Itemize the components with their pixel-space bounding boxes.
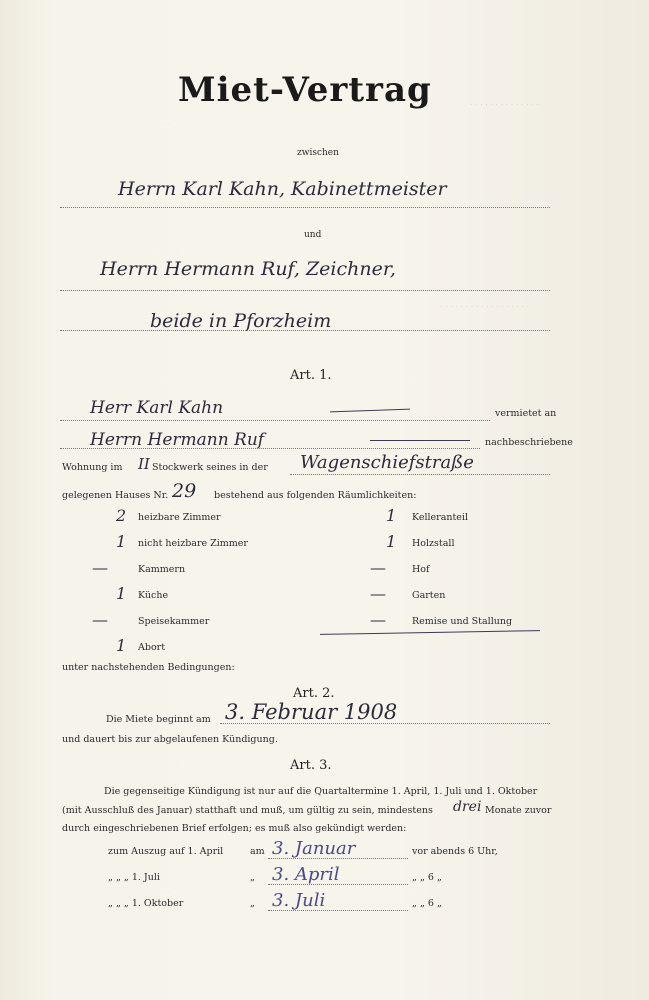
bleed-through-text: . . . . . . . . . . . . . . . . . . — [440, 300, 530, 309]
house-suffix: bestehend aus folgenden Räumlichkeiten: — [214, 490, 417, 501]
schedule-prefix: zum Auszug auf 1. April — [108, 846, 224, 857]
room-count: — — [92, 610, 108, 629]
schedule-prefix: „ „ „ 1. Oktober — [108, 898, 184, 909]
schedule-am: „ — [250, 898, 255, 909]
room-label: Abort — [138, 642, 166, 653]
and-label: und — [304, 230, 322, 240]
fill-stroke — [320, 630, 540, 635]
room-label: Holzstall — [412, 538, 455, 549]
party2-continuation: beide in Pforzheim — [150, 310, 332, 332]
fill-line — [60, 330, 550, 331]
tenant-name: Herrn Hermann Ruf — [90, 430, 265, 450]
schedule-prefix: „ „ „ 1. Juli — [108, 872, 160, 883]
lease-duration-text: und dauert bis zur abgelaufenen Kündigung. — [62, 734, 278, 745]
fill-line — [220, 723, 550, 724]
conditions-label: unter nachstehenden Bedingungen: — [62, 662, 235, 673]
house-prefix: gelegenen Hauses Nr. — [62, 490, 169, 501]
room-count: 1 — [386, 532, 397, 551]
flat-prefix: Wohnung im — [62, 462, 123, 473]
art3-line1: Die gegenseitige Kündigung ist nur auf die Quartaltermine 1. April, 1. Juli und 1. Oktober — [104, 786, 538, 797]
fill-stroke — [370, 440, 470, 441]
party1-name: Herrn Karl Kahn, Kabinettmeister — [118, 178, 447, 200]
room-label: Garten — [412, 590, 446, 601]
bleed-through-text: . . . . . . . . . . . . . . — [470, 98, 539, 107]
schedule-date: 3. Juli — [272, 890, 326, 911]
party2-name: Herrn Hermann Ruf, Zeichner, — [100, 258, 396, 280]
house-number: 29 — [172, 480, 197, 502]
schedule-time: vor abends 6 Uhr, — [412, 846, 498, 857]
between-label: zwischen — [297, 148, 339, 158]
room-count: 1 — [116, 636, 127, 655]
room-label: Kelleranteil — [412, 512, 469, 523]
schedule-am: „ — [250, 872, 255, 883]
schedule-am: am — [250, 846, 265, 857]
art2-heading: Art. 2. — [293, 686, 335, 701]
lease-begin-date: 3. Februar 1908 — [225, 700, 398, 724]
art3-line3: durch eingeschriebenen Brief erfolgen; es muß also gekündigt werden: — [62, 823, 407, 834]
fill-stroke — [330, 409, 410, 413]
fill-line — [268, 910, 408, 911]
room-count: 1 — [386, 506, 397, 525]
art3-heading: Art. 3. — [290, 758, 332, 773]
schedule-time: „ „ 6 „ — [412, 898, 442, 909]
fill-line — [60, 448, 480, 449]
room-label: nicht heizbare Zimmer — [138, 538, 248, 549]
room-label: Speisekammer — [138, 616, 210, 627]
fill-line — [60, 290, 550, 291]
art3-line2b: Monate zuvor — [485, 805, 552, 816]
contract-title: Miet-Vertrag — [178, 70, 432, 110]
schedule-date: 3. Januar — [272, 838, 356, 859]
room-count: — — [92, 558, 108, 577]
fill-line — [60, 207, 550, 208]
lease-begin-label: Die Miete beginnt am — [106, 714, 211, 725]
room-count: 2 — [116, 506, 127, 525]
room-count: 1 — [116, 532, 127, 551]
room-label: heizbare Zimmer — [138, 512, 221, 523]
room-label: Küche — [138, 590, 169, 601]
room-count: — — [370, 584, 386, 603]
room-count: — — [370, 610, 386, 629]
schedule-date: 3. April — [272, 864, 340, 885]
room-label: Remise und Stallung — [412, 616, 513, 627]
schedule-time: „ „ 6 „ — [412, 872, 442, 883]
room-count: — — [370, 558, 386, 577]
room-label: Hof — [412, 564, 430, 575]
fill-line — [268, 858, 408, 859]
street-name: Wagenschiefstraße — [300, 452, 474, 473]
art3-line2a: (mit Ausschluß des Januar) statthaft und muß, um gültig zu sein, mindestens — [62, 805, 433, 816]
floor-number: II — [138, 455, 150, 473]
described-label: nachbeschriebene — [485, 437, 573, 448]
notice-months: drei — [453, 799, 482, 815]
room-label: Kammern — [138, 564, 186, 575]
rents-label: vermietet an — [495, 408, 557, 419]
fill-line — [268, 884, 408, 885]
room-count: 1 — [116, 584, 127, 603]
fill-line — [60, 420, 490, 421]
landlord-name: Herr Karl Kahn — [90, 398, 224, 418]
art1-heading: Art. 1. — [290, 368, 332, 383]
flat-mid: Stockwerk seines in der — [152, 462, 268, 473]
fill-line — [290, 474, 550, 475]
